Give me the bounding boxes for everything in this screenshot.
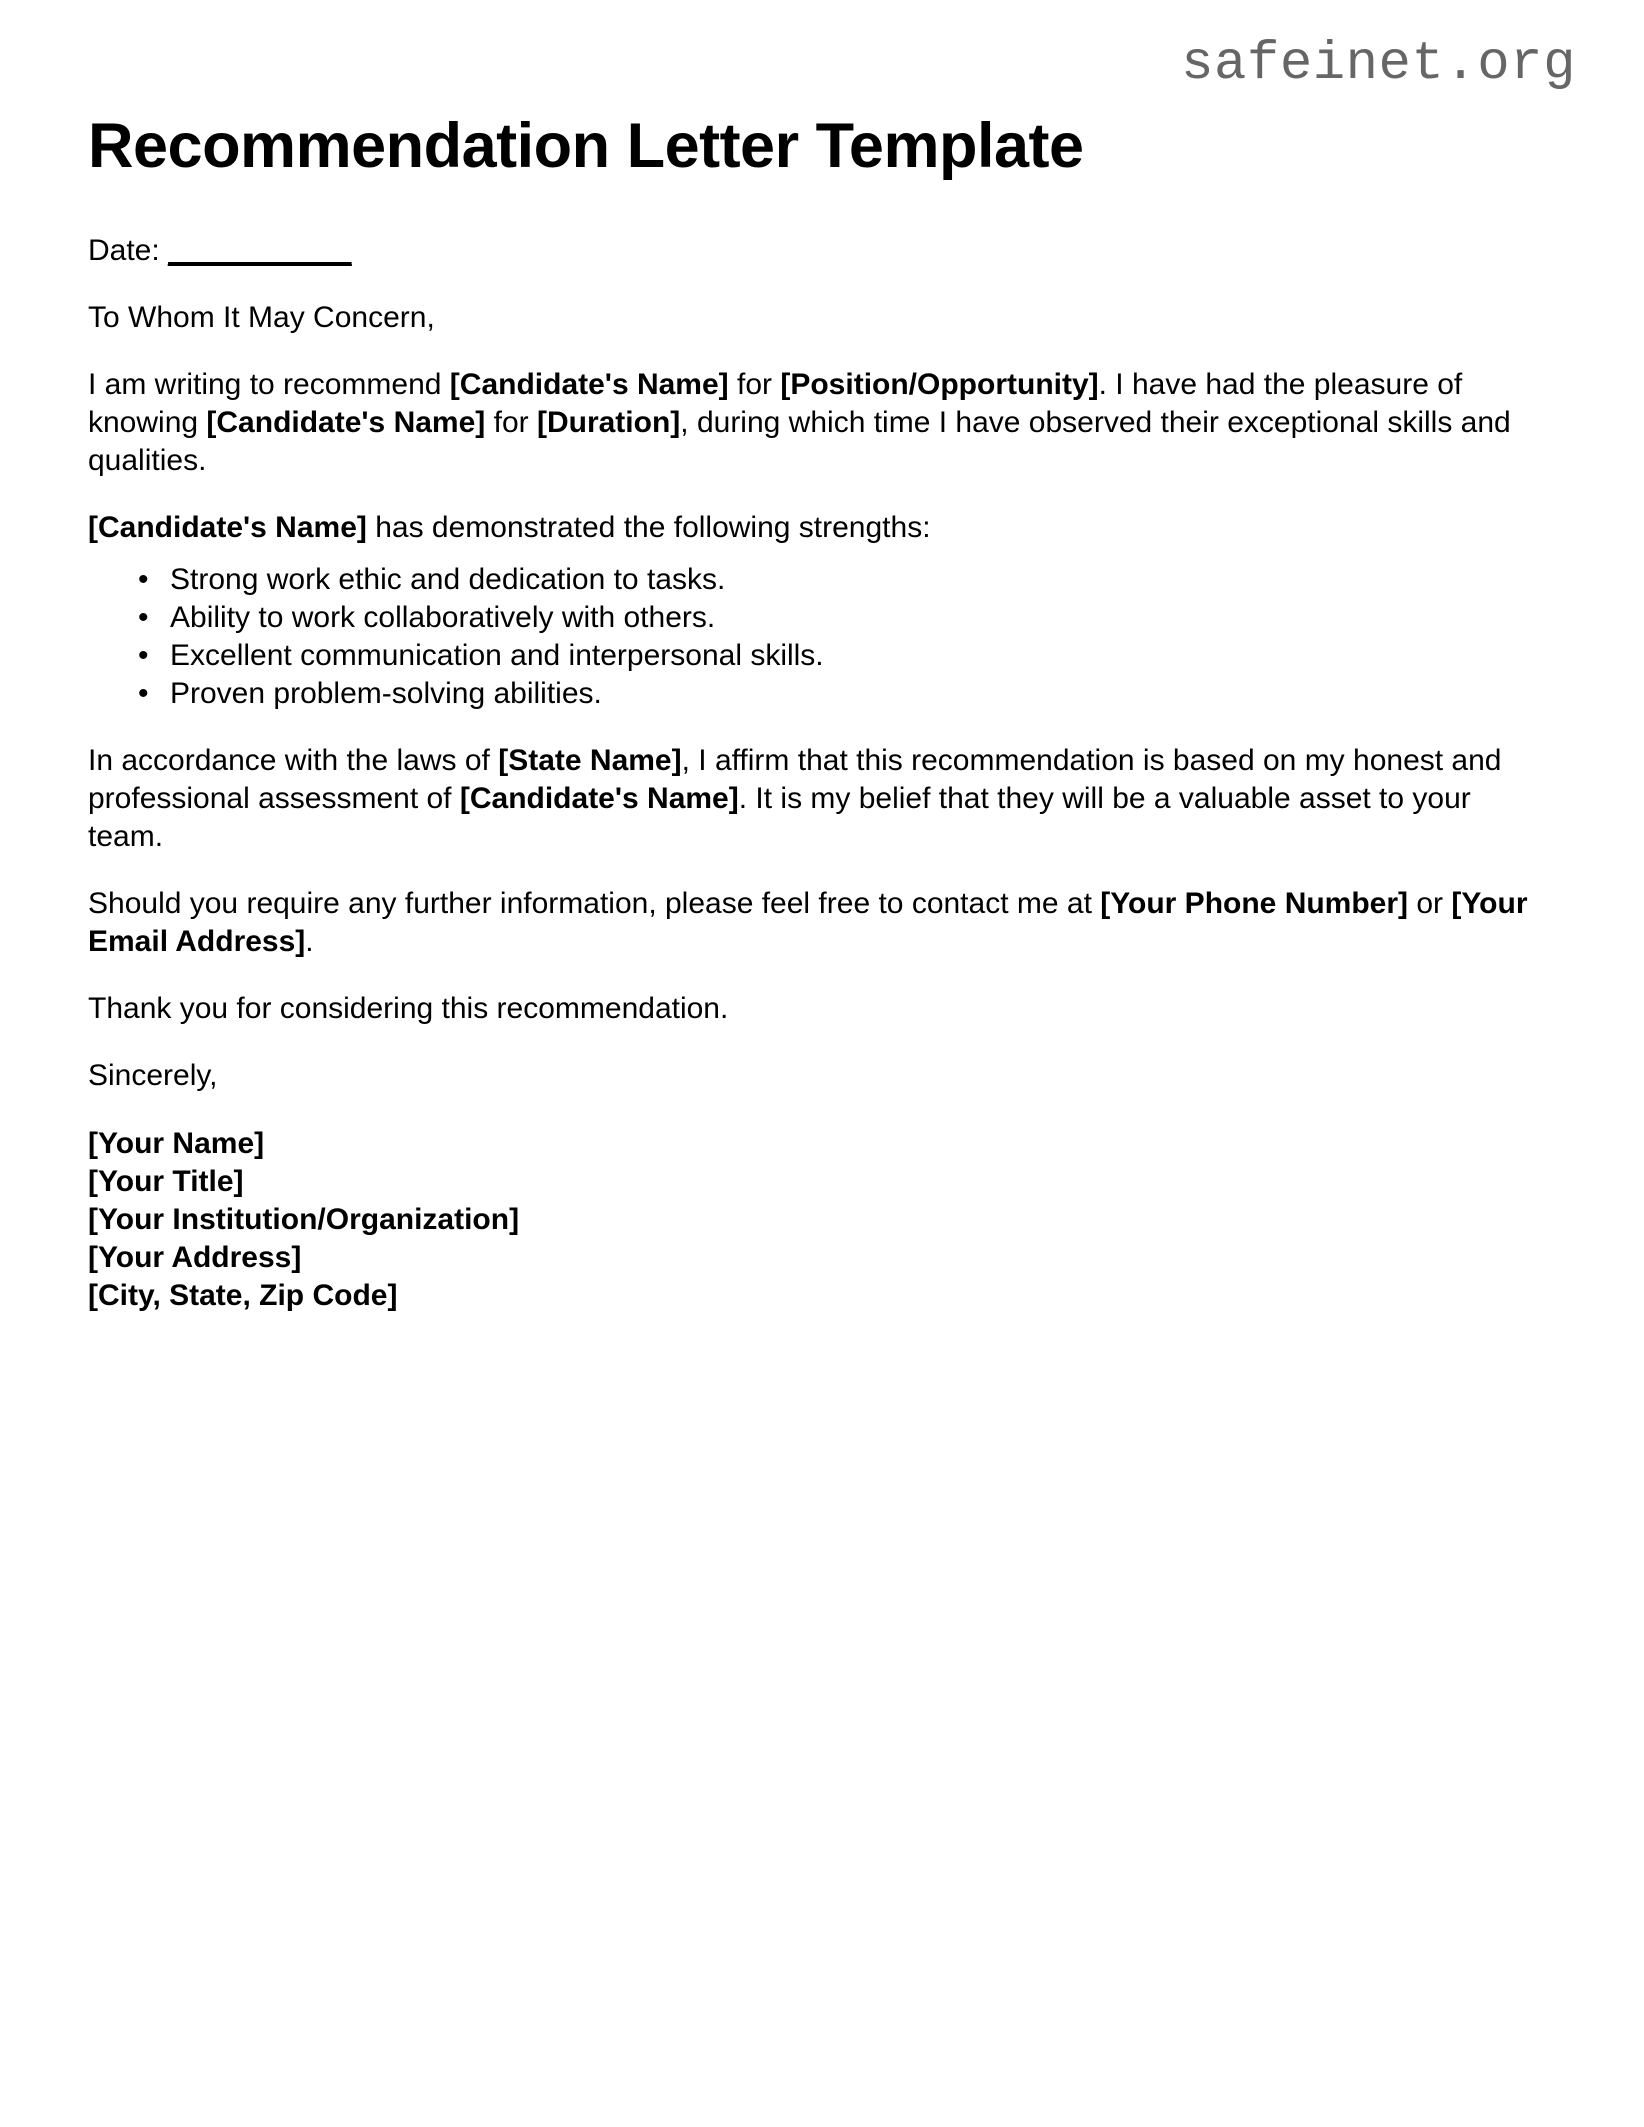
placeholder-candidate-name-1: [Candidate's Name] (449, 368, 729, 402)
contact-seg-3: . (305, 925, 314, 959)
signature-block (88, 1095, 1548, 1315)
list-item (88, 561, 1548, 599)
document-content (88, 0, 1548, 1315)
placeholder-your-name: [Your Name] (88, 1127, 265, 1161)
accordance-seg-1: In accordance with the laws of (88, 744, 499, 778)
placeholder-city-state-zip: [City, State, Zip Code] (88, 1279, 398, 1313)
accordance-seg-3: . It is my belief that they will be a valuable asset to your team. (88, 782, 1471, 854)
placeholder-candidate-name-3: [Candidate's Name] (88, 511, 367, 545)
placeholder-candidate-name-4: [Candidate's Name] (459, 782, 739, 816)
list-item (88, 637, 1548, 675)
contact-seg-1: Should you require any further information, please feel free to contact me at (88, 887, 1101, 921)
strength-text: Ability to work collaboratively with others. (170, 601, 716, 635)
placeholder-position-opportunity: [Position/Opportunity] (780, 368, 1099, 402)
intro-seg-3: . I have had the pleasure of knowing (88, 368, 1463, 440)
intro-seg-4: for (485, 406, 537, 440)
contact-paragraph (88, 856, 1548, 961)
placeholder-your-institution: [Your Institution/Organization] (88, 1203, 520, 1237)
strength-text: Excellent communication and interpersonal skills. (170, 639, 824, 673)
intro-seg-1: I am writing to recommend (88, 368, 450, 402)
site-watermark: safeinet.org (1181, 34, 1576, 95)
placeholder-your-phone-number: [Your Phone Number] (1100, 887, 1409, 921)
placeholder-state-name: [State Name] (498, 744, 682, 778)
strength-text: Proven problem-solving abilities. (170, 677, 602, 711)
strengths-lead-seg-1: has demonstrated the following strengths: (366, 511, 931, 545)
thanks-paragraph: Thank you for considering this recommendation. (88, 992, 729, 1026)
date-blank-field[interactable]: ___________ (168, 234, 352, 268)
strengths-list (88, 547, 1548, 713)
accordance-seg-2: , I affirm that this recommendation is based on my honest and professional assessment of (88, 744, 1502, 816)
placeholder-your-address: [Your Address] (88, 1241, 302, 1275)
strength-text: Strong work ethic and dedication to tasks. (170, 563, 726, 597)
accordance-paragraph (88, 713, 1548, 856)
date-line (88, 180, 1548, 270)
placeholder-duration: [Duration] (536, 406, 681, 440)
date-label: Date: (88, 234, 160, 268)
contact-seg-2: or (1408, 887, 1452, 921)
page-title: Recommendation Letter Template (88, 111, 1084, 181)
intro-paragraph (88, 337, 1548, 480)
list-item (88, 675, 1548, 713)
salutation: To Whom It May Concern, (88, 301, 435, 335)
strengths-lead-paragraph (88, 480, 1548, 547)
closing-line: Sincerely, (88, 1059, 218, 1093)
intro-seg-5: , during which time I have observed their exceptional skills and qualities. (88, 406, 1511, 478)
intro-seg-2: for (728, 368, 781, 402)
placeholder-candidate-name-2: [Candidate's Name] (206, 406, 486, 440)
placeholder-your-title: [Your Title] (88, 1165, 244, 1199)
placeholder-your-email-address: [Your Email Address] (88, 887, 1528, 959)
list-item (88, 599, 1548, 637)
